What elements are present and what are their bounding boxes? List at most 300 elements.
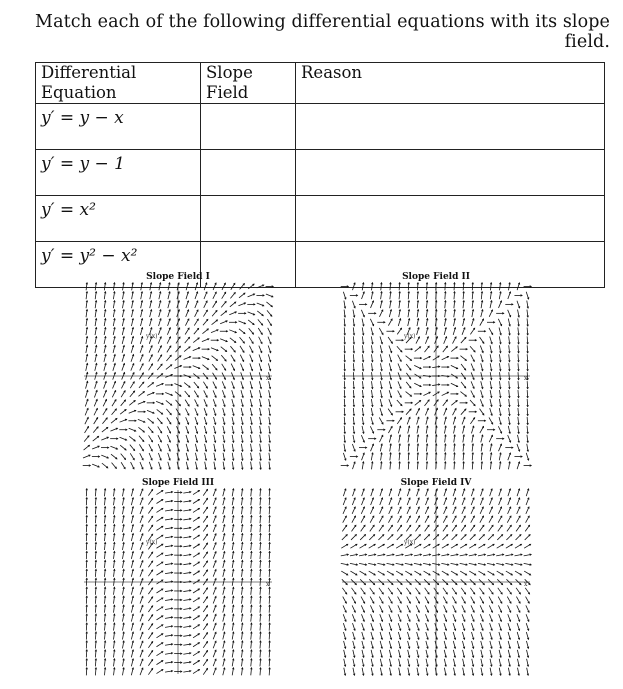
slope-arrow [387,571,394,575]
slope-arrow [498,588,502,594]
slope-arrow [167,346,171,353]
slope-arrow [443,525,447,531]
slope-arrow [102,463,108,468]
slope-arrow [102,427,108,432]
slope-arrow [149,355,152,362]
slope-arrow [361,597,365,604]
slope-arrow [453,408,457,415]
slope-field-answer-cell[interactable] [201,196,296,242]
slope-arrow [388,588,392,594]
slope-arrow [470,400,475,406]
slope-arrow [193,669,199,673]
slope-arrow [471,355,475,362]
slope-arrow [140,462,143,469]
slope-arrow [343,507,346,514]
slope-arrow [186,310,189,317]
slope-arrow [361,516,365,523]
slope-arrow [351,588,355,594]
slope-arrow [149,364,153,371]
slope-arrow [157,409,163,414]
slope-arrow [240,284,245,290]
slope-arrow [231,355,235,362]
slope-arrow [111,454,117,459]
slope-arrow [378,571,385,575]
slope-arrow [129,400,135,405]
slope-arrow [462,516,466,523]
slope-arrow [416,507,419,514]
slope-arrow [158,346,161,353]
slope-arrow [443,400,448,406]
slope-arrow [406,382,411,388]
slope-arrow [193,553,199,557]
slope-arrow [452,597,456,604]
slope-arrow [222,381,225,388]
slope-arrow [203,525,207,531]
slope-arrow [148,552,152,558]
slope-arrow [397,328,401,334]
slope-arrow [497,535,502,540]
slope-arrow [148,668,152,674]
slope-arrow [460,571,467,575]
slope-arrow [527,408,528,416]
slope-arrow [259,346,262,353]
slope-arrow [156,598,162,602]
slope-arrow [193,643,199,647]
slope-arrow [156,669,162,673]
slope-arrow [166,365,172,370]
slope-arrow [121,454,126,460]
slope-arrow [461,535,466,540]
slope-arrow [498,516,502,523]
slope-arrow [203,534,207,540]
slope-arrow [148,615,152,621]
slope-arrow [361,507,364,514]
slope-field-3 [82,478,274,678]
slope-arrow [415,535,420,540]
slope-arrow [185,319,188,326]
slope-arrow [203,382,207,389]
slope-arrow [479,535,484,540]
slope-arrow [166,355,171,361]
slope-arrow [369,571,376,575]
slope-arrow [193,616,199,620]
slope-arrow [453,507,456,514]
slope-arrow [194,328,199,334]
slope-arrow [379,435,382,442]
slope-arrow [185,337,190,343]
slope-arrow [370,507,373,514]
slope-arrow [499,301,502,308]
slope-arrow [193,634,199,638]
slope-arrow [442,535,447,540]
slope-arrow [94,418,98,425]
slope-arrow [221,355,226,361]
slope-arrow [204,390,207,397]
slope-arrow [148,427,153,433]
slope-arrow [148,383,154,388]
slope-arrow [85,426,89,433]
slope-arrow [406,588,410,594]
slope-arrow [452,516,456,523]
slope-arrow [239,293,245,298]
slope-arrow [470,418,474,424]
slope-arrow [451,365,458,368]
table-row [36,196,605,242]
slope-arrow [425,597,429,604]
reason-answer-cell[interactable] [296,104,605,150]
slope-arrow [370,426,373,433]
slope-arrow [195,399,198,406]
slope-arrow [489,605,492,612]
slope-arrow [156,643,162,647]
slope-arrow [424,544,431,548]
slope-arrow [148,489,152,495]
slope-arrow [194,319,198,326]
slope-arrow [166,409,171,415]
reason-answer-cell[interactable] [296,196,605,242]
slope-arrow [489,417,493,424]
slope-arrow [250,355,253,362]
slope-arrow [130,391,135,397]
slope-arrow [489,525,493,531]
table-row [36,104,605,150]
slope-arrow [185,400,189,407]
slope-arrow [471,364,474,371]
slope-arrow [526,507,529,514]
slope-arrow [194,382,199,388]
slope-arrow [379,328,383,335]
slope-arrow [498,605,501,612]
slope-arrow [130,445,135,451]
slope-arrow [442,571,449,575]
slope-arrow [148,606,152,612]
slope-arrow [240,346,244,353]
slope-arrow [352,597,356,604]
slope-arrow [121,462,125,469]
slope-arrow [480,597,484,604]
slope-field-answer-cell[interactable] [201,150,296,196]
slope-arrow [498,426,501,433]
slope-arrow [341,571,348,575]
slope-arrow [424,535,429,540]
slope-arrow [248,284,254,289]
slope-arrow [462,597,466,604]
slope-arrow [112,400,116,407]
slope-arrow [350,544,357,548]
slope-arrow [398,516,402,523]
slope-arrow [414,383,421,386]
slope-arrow [506,571,513,575]
slope-arrow [444,605,447,612]
header-differential-equation: Differential Equation [36,63,201,104]
slope-arrow [121,400,126,406]
slope-field-plot [82,488,274,676]
slope-arrow [112,463,117,469]
slope-arrow [425,337,428,344]
slope-arrow [397,346,402,352]
slope-arrow [156,625,162,629]
slope-field-title: Slope Field III [141,478,215,488]
slope-arrow [352,605,355,612]
slope-arrow [526,516,530,523]
slope-arrow [463,283,464,291]
slope-arrow [488,535,493,540]
slope-arrow [140,355,143,362]
slope-arrow [148,588,152,594]
slope-field-1 [82,272,274,472]
slope-arrow [471,390,475,397]
slope-arrow [203,606,207,612]
slope-arrow [462,507,465,514]
slope-arrow [193,338,199,343]
slope-arrow [139,444,143,451]
slope-arrow [406,409,411,415]
slope-arrow [396,544,403,548]
slope-arrow [379,417,383,424]
slope-arrow [166,400,172,405]
slope-arrow [388,319,392,326]
slope-arrow [344,399,345,407]
slope-arrow [480,426,484,433]
slope-field-title: Slope Field I [146,272,210,282]
slope-arrow [203,650,207,656]
slope-arrow [230,346,235,352]
slope-arrow [156,652,162,656]
slope-arrow [387,544,394,548]
slope-arrow [517,605,520,612]
slope-field-4 [340,478,532,678]
slope-arrow [361,435,364,442]
slope-arrow [399,462,400,470]
slope-arrow [148,633,152,639]
slope-arrow [204,301,207,308]
slope-arrow [415,588,419,594]
slope-arrow [194,391,198,398]
slope-arrow [120,409,126,414]
slope-arrow [157,364,162,370]
slope-arrow [148,525,152,531]
slope-arrow [193,562,199,566]
slope-arrow [360,535,365,540]
slope-arrow [148,498,152,504]
slope-arrow [471,597,475,604]
slope-arrow [526,605,529,612]
slope-arrow [370,605,373,612]
slope-arrow [344,336,345,344]
slope-arrow [156,526,162,530]
slope-arrow [471,516,475,523]
slope-arrow [497,544,504,548]
slope-arrow [498,597,502,604]
slope-arrow [469,544,476,548]
slope-arrow [222,283,225,290]
slope-arrow [378,544,385,548]
slope-arrow [130,382,134,389]
slope-arrow [370,525,374,531]
slope-arrow [406,525,410,531]
slope-arrow [148,650,152,656]
slope-arrow [131,364,134,371]
slope-arrow [416,597,420,604]
slope-arrow [84,436,89,442]
slope-arrow [158,426,162,433]
slope-arrow [167,418,171,425]
header-slope-field: Slope Field [201,63,296,104]
slope-arrow [507,588,511,594]
slope-arrow [203,570,207,576]
slope-arrow [461,382,466,388]
slope-arrow [526,597,530,604]
slope-arrow [480,337,484,343]
slope-arrow [388,337,392,343]
slope-arrow [343,605,346,612]
slope-arrow [397,588,401,594]
slope-arrow [443,597,447,604]
slope-arrow [423,356,430,359]
slope-field-answer-cell[interactable] [201,104,296,150]
slope-arrow [158,444,161,451]
slope-arrow [408,283,409,291]
slope-arrow [156,490,162,494]
slope-arrow [193,499,199,503]
slope-arrow [397,418,401,424]
slope-arrow [444,507,447,514]
slope-arrow [480,409,484,415]
slope-arrow [148,418,154,423]
slope-arrow [479,588,483,594]
slope-arrow [480,507,483,514]
slope-field-plot [340,488,532,676]
slope-arrow [516,516,520,523]
slope-arrow [193,652,199,656]
slope-arrow [388,597,392,604]
slope-arrow [93,436,99,441]
equation-lhs: y′ = [41,246,80,266]
slope-arrow [129,436,135,441]
slope-arrow [193,598,199,602]
slope-arrow [508,507,511,514]
slope-arrow [415,400,421,405]
slope-arrow [221,311,227,316]
slope-arrow [167,328,170,335]
slope-arrow [156,616,162,620]
slope-arrow [378,535,383,540]
slope-arrow [203,597,207,603]
slope-arrow [479,525,483,531]
slope-arrow [371,444,374,451]
slope-arrow [425,408,428,415]
matching-table [35,62,605,288]
slope-arrow [193,607,199,611]
slope-arrow [471,605,474,612]
slope-arrow [352,507,355,514]
slope-arrow [203,543,207,549]
slope-arrow [360,571,367,575]
slope-arrow [202,365,208,370]
slope-arrow [397,535,402,540]
slope-arrow [212,364,217,370]
slope-field-plot [82,282,274,470]
slope-arrow [156,517,162,521]
slope-arrow [203,552,207,558]
slope-arrow [451,571,458,575]
slope-arrow [516,535,521,540]
slope-arrow [380,605,383,612]
slope-arrow [103,409,107,416]
slope-arrow [148,624,152,630]
slope-arrow [516,588,520,594]
y-axis-label: y(x) [146,333,158,340]
slope-arrow [148,561,152,567]
x-axis-label: x [266,581,270,588]
slope-arrow [203,516,207,522]
slope-arrow [156,634,162,638]
slope-arrow [506,544,513,548]
slope-arrow [425,516,429,523]
slope-arrow [424,400,429,406]
slope-arrow [451,400,457,405]
equation-lhs: y′ = [41,154,80,174]
slope-arrow [139,436,144,442]
slope-arrow [361,588,365,594]
slope-arrow [380,507,383,514]
slope-arrow [231,283,235,290]
slope-arrow [405,571,412,575]
slope-arrow [259,337,262,344]
slope-arrow [131,462,134,469]
slope-arrow [498,525,502,531]
slope-arrow [478,571,485,575]
slope-arrow [193,535,199,539]
slope-arrow [423,392,430,395]
slope-arrow [397,525,401,531]
slope-arrow [121,391,125,398]
slope-arrow [203,615,207,621]
slope-arrow [212,356,218,361]
slope-arrow [120,445,126,450]
slope-arrow [266,302,272,307]
slope-arrow [193,544,199,548]
slope-arrow [213,292,216,299]
slope-arrow [461,364,466,370]
slope-arrow [470,525,474,531]
slope-arrow [193,661,199,665]
slope-arrow [389,507,392,514]
slope-arrow [398,507,401,514]
table-row [36,150,605,196]
instruction-text: Match each of the following differential equations with its slope field. [35,12,610,52]
slope-arrow [193,571,199,575]
slope-arrow [203,624,207,630]
slope-arrow [379,597,383,604]
slope-arrow [343,597,347,604]
slope-arrow [508,605,511,612]
equation-cell [36,196,201,242]
slope-arrow [442,544,449,548]
slope-arrow [524,544,531,548]
slope-arrow [195,310,198,317]
reason-answer-cell[interactable] [296,150,605,196]
slope-arrow [258,328,262,335]
slope-arrow [489,435,492,442]
slope-arrow [379,525,383,531]
slope-arrow [388,409,392,415]
slope-arrow [203,659,207,665]
slope-arrow [156,499,162,503]
slope-arrow [222,292,226,299]
slope-arrow [212,310,217,316]
slope-arrow [389,605,392,612]
